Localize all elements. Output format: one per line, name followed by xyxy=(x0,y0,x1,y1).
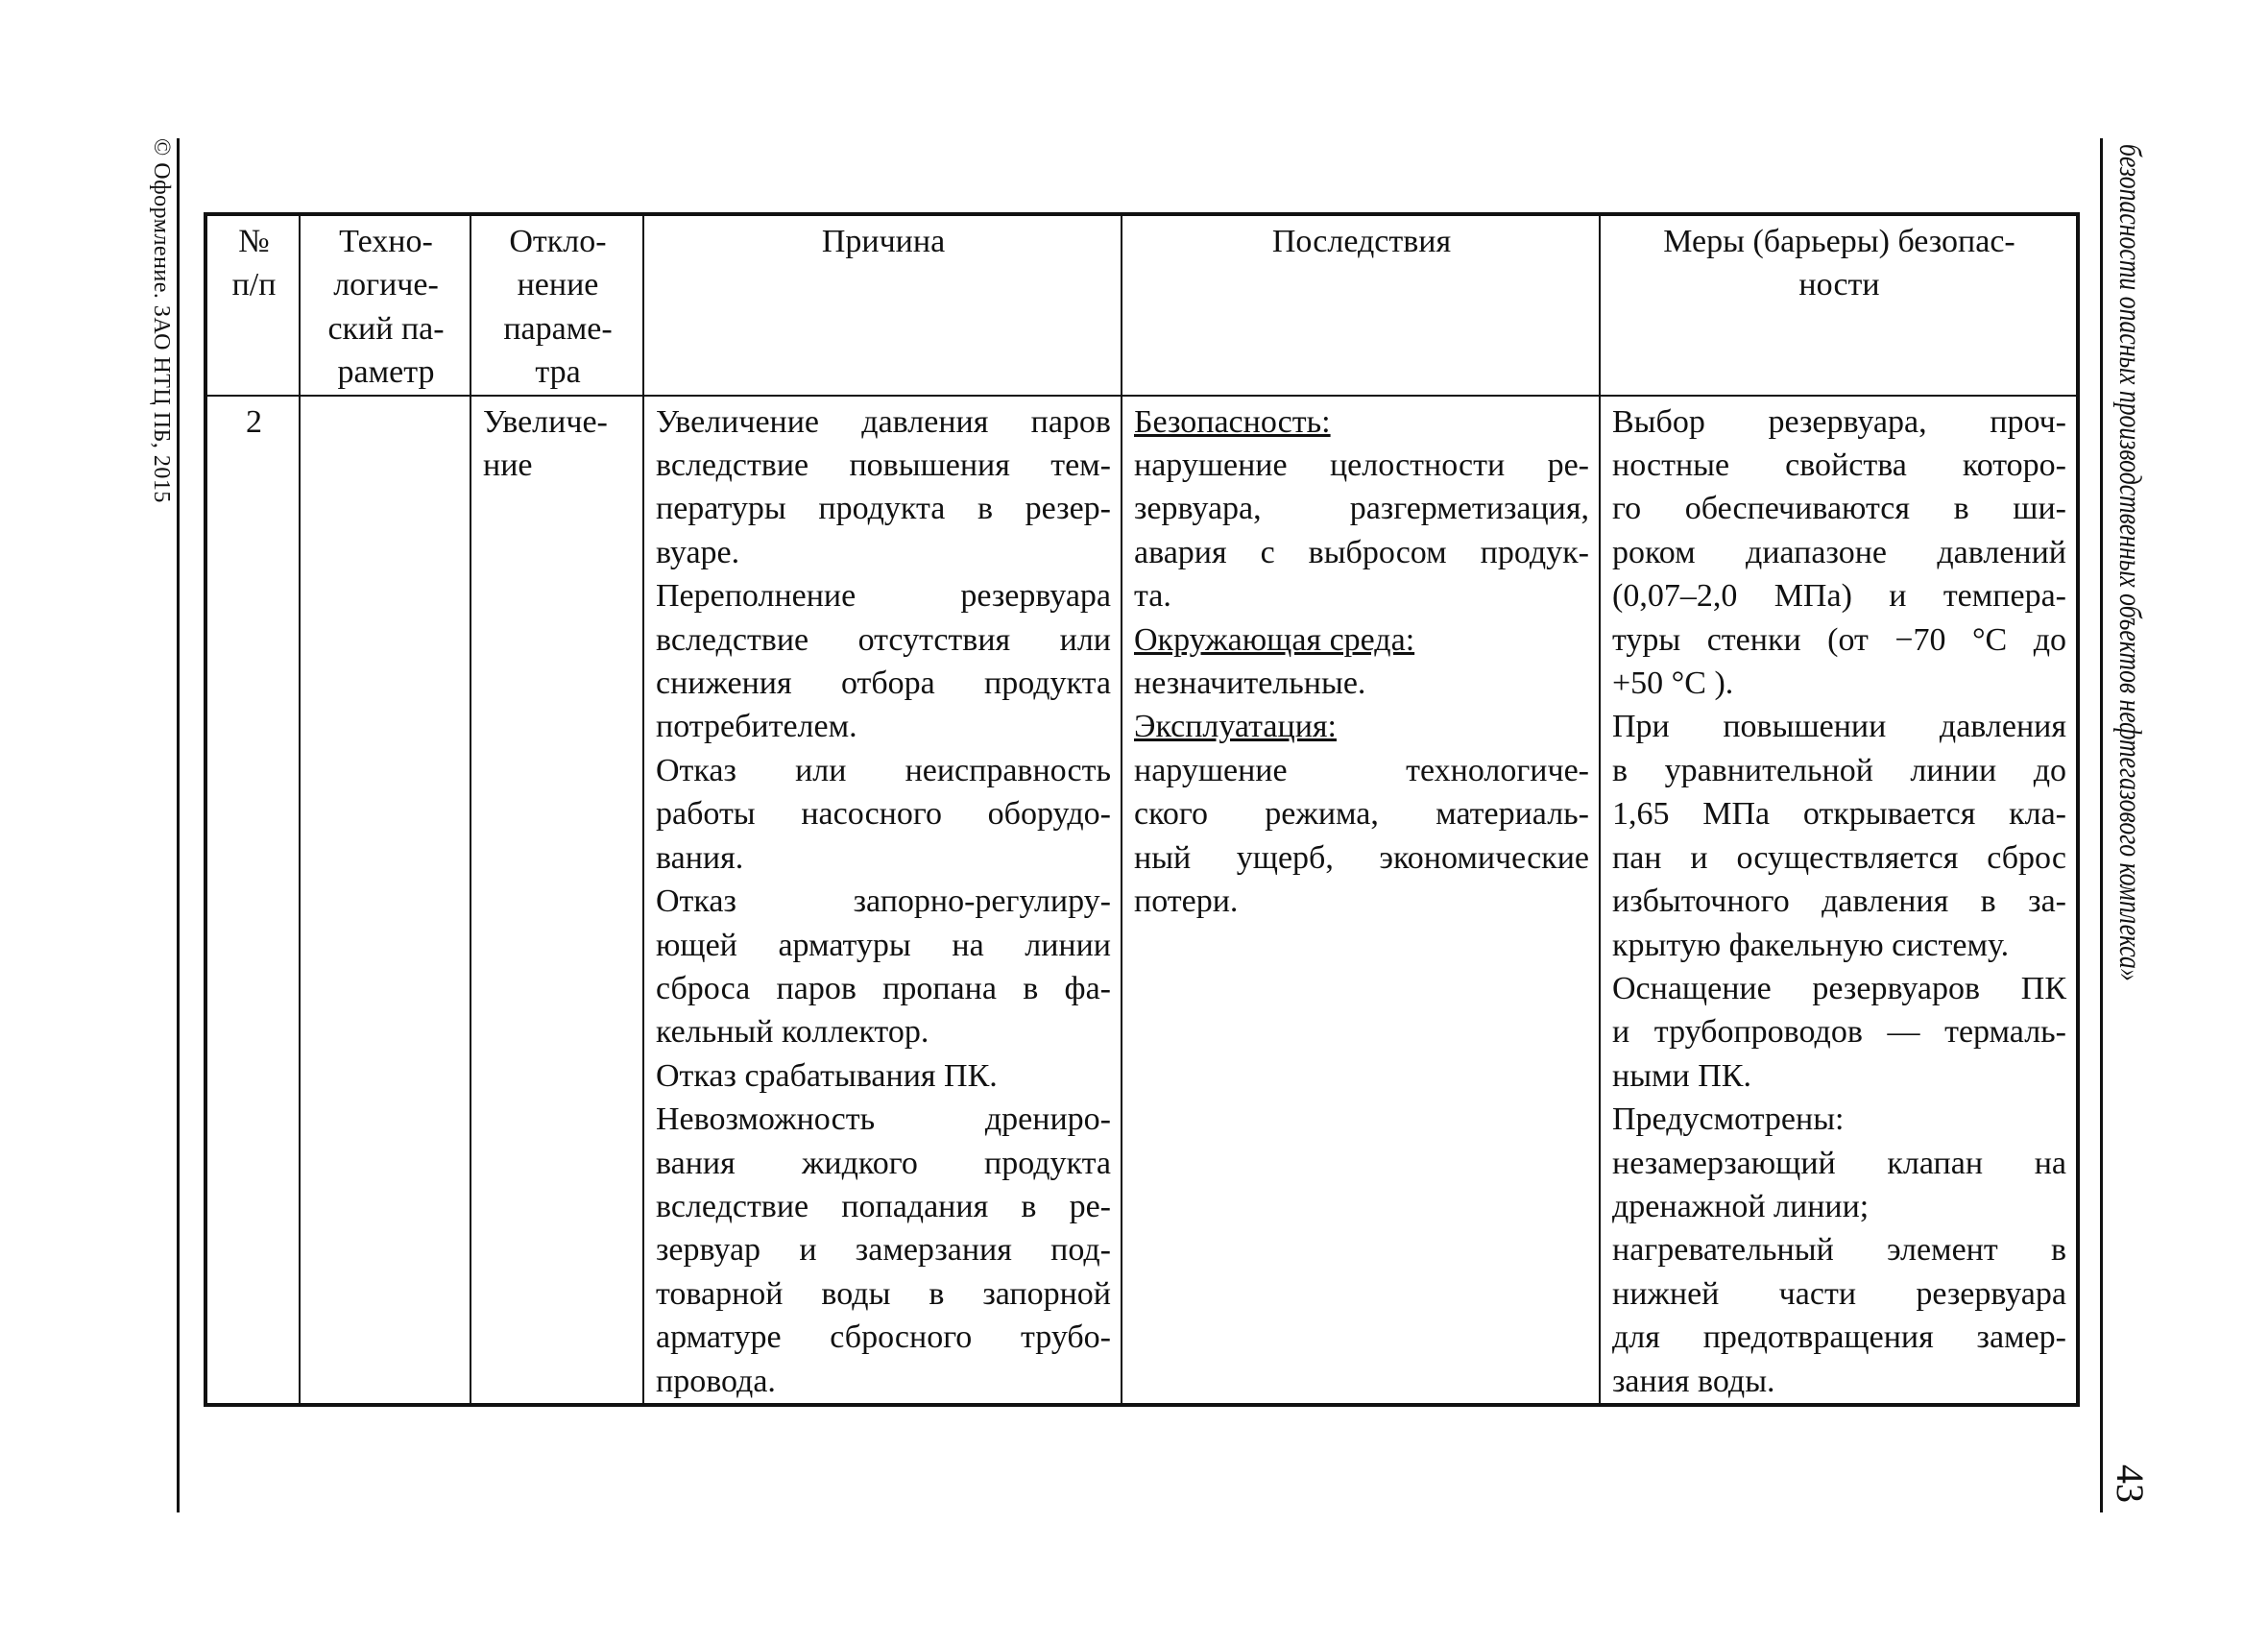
text-line: товарной воды в запорной xyxy=(656,1275,1111,1312)
text-line: авария с выбросом продук- xyxy=(1134,534,1589,570)
hazard-analysis-table xyxy=(204,212,2080,1407)
header-parameter xyxy=(300,214,470,396)
text-line: вуаре. xyxy=(656,534,740,570)
text-line: Оснащение резервуаров ПК xyxy=(1612,970,2066,1006)
section-label: Окружающая среда: xyxy=(1134,621,1415,658)
copyright-note: © Оформление. ЗАО НТЦ ПБ, 2015 xyxy=(149,138,174,503)
header-consequences xyxy=(1122,214,1600,396)
text-line: пан и осуществляется сброс xyxy=(1612,839,2066,876)
header-line: параме- xyxy=(503,310,613,347)
header-line: Откло- xyxy=(509,224,607,259)
text-line: работы насосного оборудо- xyxy=(656,796,1111,833)
text-line: сброса паров пропана в фа- xyxy=(656,970,1111,1006)
header-line: № xyxy=(238,224,270,259)
text-line: крытую факельную систему. xyxy=(1612,927,2010,963)
header-line: Последствия xyxy=(1271,224,1452,259)
text-line: и трубопроводов — термаль- xyxy=(1612,1014,2066,1051)
header-deviation xyxy=(470,214,643,396)
text-line: ющей арматуры на линии xyxy=(656,927,1111,963)
text-line: незамерзающий клапан на xyxy=(1612,1145,2066,1181)
text-line: зервуара, разгерметизация, xyxy=(1134,491,1589,527)
text-line: роком диапазоне давлений xyxy=(1612,534,2066,570)
header-line: раметр xyxy=(337,354,435,391)
text-line: вания жидкого продукта xyxy=(656,1145,1111,1181)
text-line: +50 °C ). xyxy=(1612,665,1734,702)
header-line: Меры (барьеры) безопас- xyxy=(1663,224,2015,259)
section-label: Безопасность: xyxy=(1134,403,1331,440)
text-line: При повышении давления xyxy=(1612,709,2066,745)
header-line: тра xyxy=(535,354,581,391)
header-number xyxy=(205,214,300,396)
header-line: Техно- xyxy=(339,224,433,259)
text-line: 2 xyxy=(246,403,262,440)
text-line: нарушение целостности ре- xyxy=(1134,448,1589,484)
running-header xyxy=(2111,144,2147,1218)
text-line: в уравнительной линии до xyxy=(1612,752,2066,788)
text-line: Отказ или неисправность xyxy=(656,752,1111,788)
text-line: вследствие отсутствия или xyxy=(656,621,1111,658)
text-line: потребителем. xyxy=(656,709,857,745)
text-line: туры стенки (от −70 °C до xyxy=(1612,621,2066,658)
text-line: потери. xyxy=(1134,883,1239,920)
text-line: зания воды. xyxy=(1612,1363,1775,1399)
text-line: снижения отбора продукта xyxy=(656,665,1111,702)
table-row xyxy=(205,396,2078,1405)
right-margin-rule xyxy=(2100,138,2103,1512)
text-line: арматуре сбросного трубо- xyxy=(656,1319,1111,1356)
text-line: дренажной линии; xyxy=(1612,1188,1870,1224)
cell-cause xyxy=(643,396,1122,1405)
text-line: (0,07–2,0 МПа) и темпера- xyxy=(1612,578,2066,615)
text-line: ный ущерб, экономические xyxy=(1134,839,1589,876)
text-line: кельный коллектор. xyxy=(656,1014,929,1051)
text-line: Увеличе- xyxy=(483,403,608,440)
text-line: нарушение технологиче- xyxy=(1134,752,1589,788)
header-line: ский па- xyxy=(327,310,445,347)
text-line: вследствие повышения тем- xyxy=(656,448,1111,484)
text-line: Невозможность дрениро- xyxy=(656,1101,1111,1138)
cell-measures xyxy=(1600,396,2078,1405)
header-cause xyxy=(643,214,1122,396)
text-line: провода. xyxy=(656,1363,776,1399)
text-line: незначительные. xyxy=(1134,665,1366,702)
text-line: Предусмотрены: xyxy=(1612,1101,1845,1138)
left-margin-rule xyxy=(177,138,180,1512)
text-line: Отказ срабатывания ПК. xyxy=(656,1057,998,1094)
text-line: ского режима, материаль- xyxy=(1134,796,1589,833)
section-label: Эксплуатация: xyxy=(1134,709,1337,745)
cell-number xyxy=(205,396,300,1405)
text-line: ными ПК. xyxy=(1612,1057,1751,1094)
header-line: ности xyxy=(1798,267,1880,303)
running-header-text: безопасности опасных производственных объектов нефтегазового комплекса» xyxy=(2112,144,2147,981)
cell-parameter xyxy=(300,396,470,1405)
text-line: Выбор резервуара, проч- xyxy=(1612,403,2066,440)
header-line: Причина xyxy=(821,224,946,259)
header-line: п/п xyxy=(231,267,277,303)
text-line: ностные свойства которо- xyxy=(1612,448,2066,484)
text-line: нижней части резервуара xyxy=(1612,1275,2066,1312)
text-line: для предотвращения замер- xyxy=(1612,1319,2066,1356)
header-measures xyxy=(1600,214,2078,396)
text-line: пературы продукта в резер- xyxy=(656,491,1111,527)
table-header-row xyxy=(205,214,2078,396)
text-line: вследствие попадания в ре- xyxy=(656,1188,1111,1224)
text-line: Увеличение давления паров xyxy=(656,403,1111,440)
header-line: логиче- xyxy=(333,267,439,303)
text-line: го обеспечиваются в ши- xyxy=(1612,491,2066,527)
text-line: Переполнение резервуара xyxy=(656,578,1111,615)
text-line: та. xyxy=(1134,578,1171,615)
text-line: вания. xyxy=(656,839,744,876)
text-line: ние xyxy=(483,448,533,484)
header-line: нение xyxy=(517,267,599,303)
text-line: нагревательный элемент в xyxy=(1612,1232,2066,1269)
text-line: зервуар и замерзания под- xyxy=(656,1232,1111,1269)
text-line: Отказ запорно-регулиру- xyxy=(656,883,1111,920)
text-line: избыточного давления в за- xyxy=(1612,883,2066,920)
cell-deviation xyxy=(470,396,643,1405)
page-number: 43 xyxy=(2109,1464,2152,1503)
text-line: 1,65 МПа открывается кла- xyxy=(1612,796,2066,833)
cell-consequences xyxy=(1122,396,1600,1405)
